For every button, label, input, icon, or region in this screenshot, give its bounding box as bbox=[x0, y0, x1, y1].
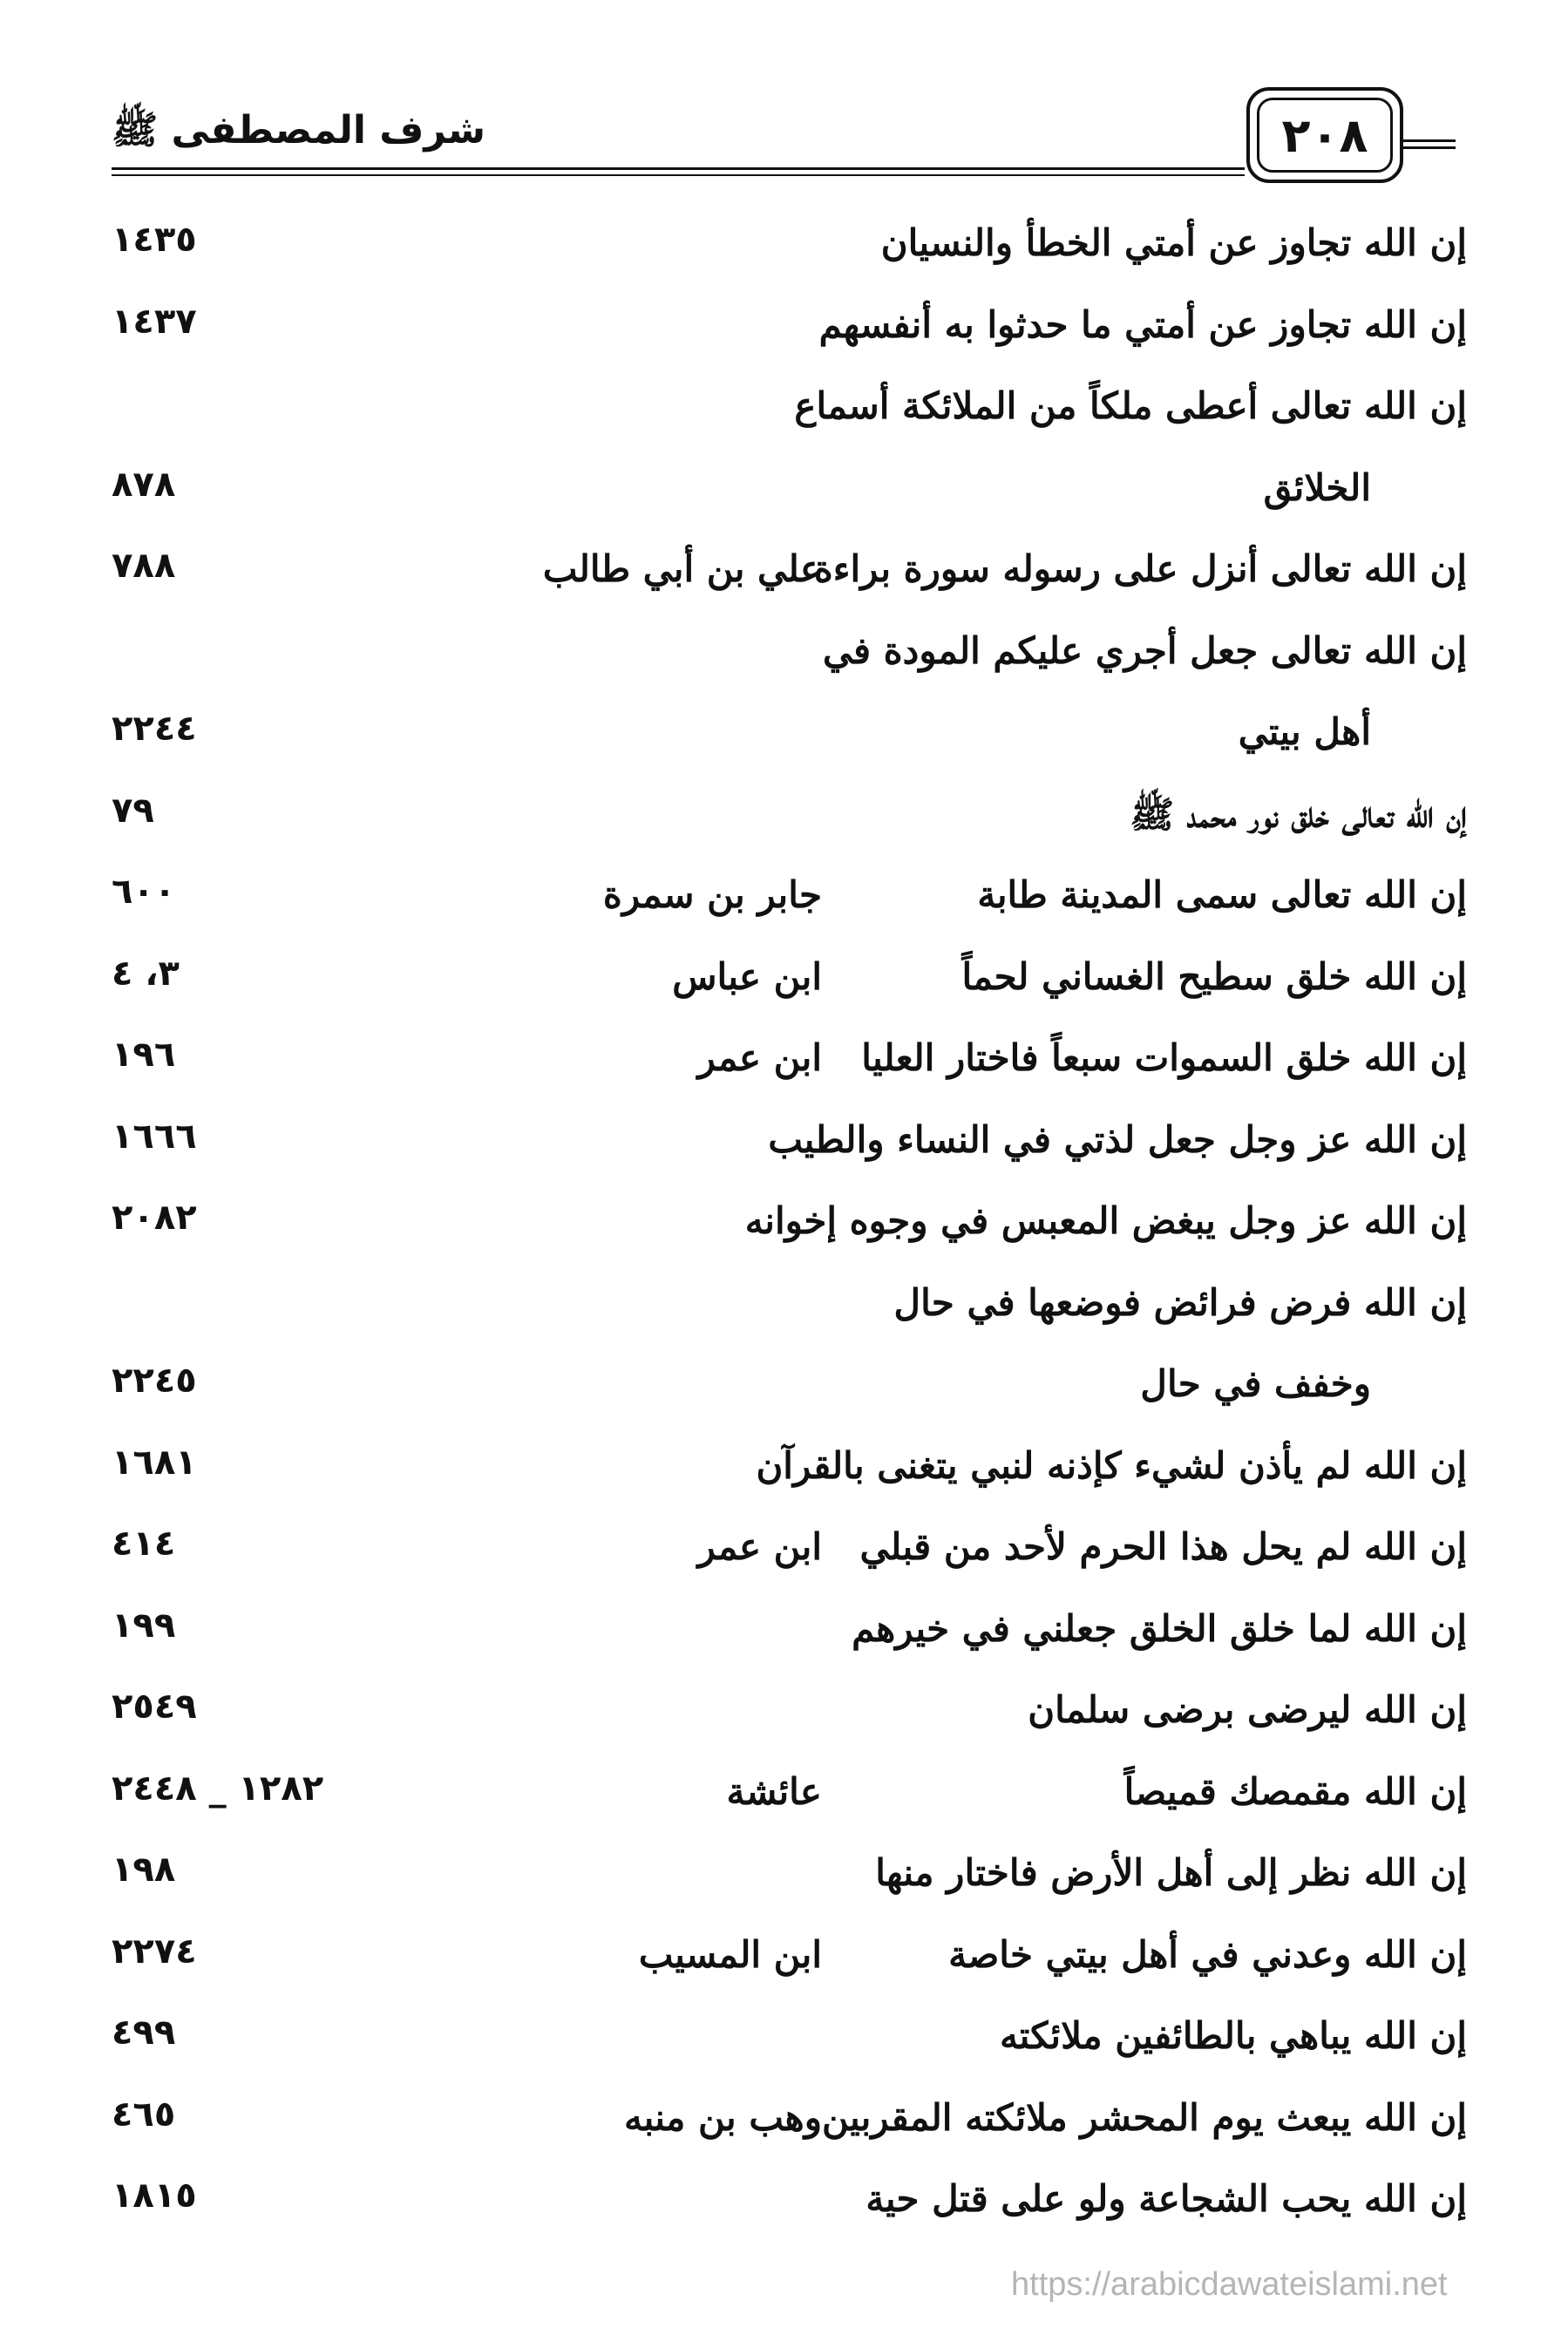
entry-reference-number: ٦٠٠ bbox=[112, 872, 176, 912]
entry-text: إن الله خلق سطيح الغساني لحماً bbox=[961, 954, 1467, 998]
index-entry-row bbox=[112, 1104, 1467, 1186]
page-header bbox=[112, 87, 1456, 183]
entry-reference-number: ٤٩٩ bbox=[112, 2013, 176, 2053]
index-entry-row bbox=[112, 289, 1467, 371]
entry-narrator: وهب بن منبه bbox=[624, 2095, 822, 2139]
entry-reference-number: ١٦٦٦ bbox=[112, 1116, 197, 1157]
entry-reference-number: ١٩٦ bbox=[112, 1035, 176, 1075]
entry-narrator: ابن عباس bbox=[672, 954, 822, 998]
entry-narrator: عائشة bbox=[726, 1769, 822, 1813]
entry-narrator: ابن عمر bbox=[697, 1525, 822, 1568]
entry-text: إن الله لم يأذن لشيء كإذنه لنبي يتغنى بالقرآن bbox=[756, 1443, 1467, 1487]
entry-text: إن الله تعالى خلق نور محمد ﷺ bbox=[1130, 792, 1467, 836]
index-entry-row bbox=[112, 452, 1467, 534]
entry-text: إن الله لما خلق الخلق جعلني في خيرهم bbox=[852, 1606, 1467, 1650]
index-entry-row bbox=[112, 859, 1467, 941]
entry-text: إن الله تعالى أعطى ملكاً من الملائكة أسماع bbox=[794, 384, 1467, 427]
index-entry-row bbox=[112, 1837, 1467, 1919]
entry-reference-number: ٧٩ bbox=[112, 790, 154, 831]
entry-text: إن الله تعالى أنزل على رسوله سورة براءة bbox=[813, 547, 1467, 590]
page-number: ٢٠٨ bbox=[1257, 98, 1393, 173]
index-entry-row bbox=[112, 2082, 1467, 2164]
running-title: شرف المصطفى ﷺ bbox=[112, 108, 486, 153]
entry-text: إن الله مقمصك قميصاً bbox=[1123, 1769, 1467, 1813]
entry-reference-number: ٣، ٤ bbox=[112, 953, 180, 994]
index-entry-row bbox=[112, 1185, 1467, 1267]
index-entry-row bbox=[112, 370, 1467, 452]
index-entry-row bbox=[112, 1674, 1467, 1756]
index-entry-row bbox=[112, 1919, 1467, 2001]
entry-reference-number: ٢٢٤٥ bbox=[112, 1361, 197, 1401]
header-rule bbox=[112, 174, 1245, 176]
index-entry-row bbox=[112, 533, 1467, 615]
index-entry-row bbox=[112, 207, 1467, 289]
entry-narrator: ابن عمر bbox=[697, 1036, 822, 1079]
watermark-url: https://arabicdawateislami.net bbox=[1011, 2266, 1448, 2303]
entry-text: إن الله يباهي بالطائفين ملائكته bbox=[1000, 2014, 1467, 2057]
entry-text: إن الله خلق السموات سبعاً فاختار العليا bbox=[861, 1036, 1467, 1079]
entry-reference-number: ٨٧٨ bbox=[112, 464, 176, 505]
entry-text: إن الله عز وجل يبغض المعبس في وجوه إخوانه bbox=[744, 1199, 1467, 1242]
index-entry-row bbox=[112, 696, 1467, 778]
entry-reference-number: ١٩٨ bbox=[112, 1850, 176, 1890]
index-entry-row bbox=[112, 615, 1467, 697]
index-entry-row bbox=[112, 1267, 1467, 1349]
header-rule bbox=[112, 167, 1245, 170]
entry-reference-number: ٢٠٨٢ bbox=[112, 1198, 197, 1238]
entry-text: إن الله تعالى سمى المدينة طابة bbox=[977, 873, 1467, 916]
entry-reference-number: ٢٢٧٤ bbox=[112, 1931, 197, 1972]
entry-text: إن الله نظر إلى أهل الأرض فاختار منها bbox=[875, 1851, 1467, 1894]
entry-reference-number: ٤٦٥ bbox=[112, 2094, 176, 2135]
entry-reference-number: ١٤٣٧ bbox=[112, 301, 197, 342]
entry-reference-number: ٧٨٨ bbox=[112, 546, 176, 586]
entry-narrator: ابن المسيب bbox=[638, 1932, 822, 1976]
header-rule bbox=[1403, 139, 1456, 142]
index-entry-row bbox=[112, 2163, 1467, 2245]
entry-text: أهل بيتي bbox=[1238, 710, 1371, 753]
entry-reference-number: ١٢٨٢ _ ٢٤٤٨ bbox=[112, 1768, 324, 1809]
entry-text: إن الله تجاوز عن أمتي الخطأ والنسيان bbox=[880, 221, 1467, 264]
index-entry-row bbox=[112, 1430, 1467, 1512]
entry-text: إن الله عز وجل جعل لذتي في النساء والطيب bbox=[768, 1117, 1467, 1161]
entry-reference-number: ١٦٨١ bbox=[112, 1442, 197, 1483]
entry-narrator: علي بن أبي طالب bbox=[542, 547, 822, 590]
index-entry-row bbox=[112, 1511, 1467, 1593]
entry-text: الخلائق bbox=[1263, 465, 1371, 509]
entry-reference-number: ١٤٣٥ bbox=[112, 220, 197, 260]
index-entry-row bbox=[112, 1348, 1467, 1430]
entry-text: إن الله لم يحل هذا الحرم لأحد من قبلي bbox=[859, 1525, 1467, 1568]
entry-text: إن الله فرض فرائض فوضعها في حال bbox=[893, 1280, 1467, 1324]
entry-reference-number: ٤١٤ bbox=[112, 1524, 176, 1564]
entry-text: إن الله تعالى جعل أجري عليكم المودة في bbox=[822, 628, 1467, 672]
index-entries bbox=[112, 207, 1467, 2245]
index-entry-row bbox=[112, 778, 1467, 860]
page-number-frame bbox=[1246, 87, 1403, 183]
index-entry-row bbox=[112, 941, 1467, 1023]
index-entry-row bbox=[112, 1756, 1467, 1838]
index-entry-row bbox=[112, 1022, 1467, 1104]
index-entry-row bbox=[112, 1593, 1467, 1675]
entry-text: إن الله تجاوز عن أمتي ما حدثوا به أنفسهم bbox=[818, 302, 1467, 346]
entry-reference-number: ٢٥٤٩ bbox=[112, 1687, 197, 1727]
header-rule bbox=[1403, 146, 1456, 149]
entry-text: إن الله يحب الشجاعة ولو على قتل حية bbox=[865, 2177, 1467, 2220]
entry-text: إن الله ليرضى برضى سلمان bbox=[1028, 1688, 1467, 1731]
entry-text: وخفف في حال bbox=[1140, 1362, 1371, 1405]
index-entry-row bbox=[112, 2000, 1467, 2082]
entry-reference-number: ٢٢٤٤ bbox=[112, 709, 197, 749]
entry-text: إن الله يبعث يوم المحشر ملائكته المقربين bbox=[821, 2095, 1467, 2139]
entry-narrator: جابر بن سمرة bbox=[602, 873, 822, 916]
entry-text: إن الله وعدني في أهل بيتي خاصة bbox=[948, 1932, 1467, 1976]
entry-reference-number: ١٨١٥ bbox=[112, 2175, 197, 2216]
entry-reference-number: ١٩٩ bbox=[112, 1605, 176, 1646]
